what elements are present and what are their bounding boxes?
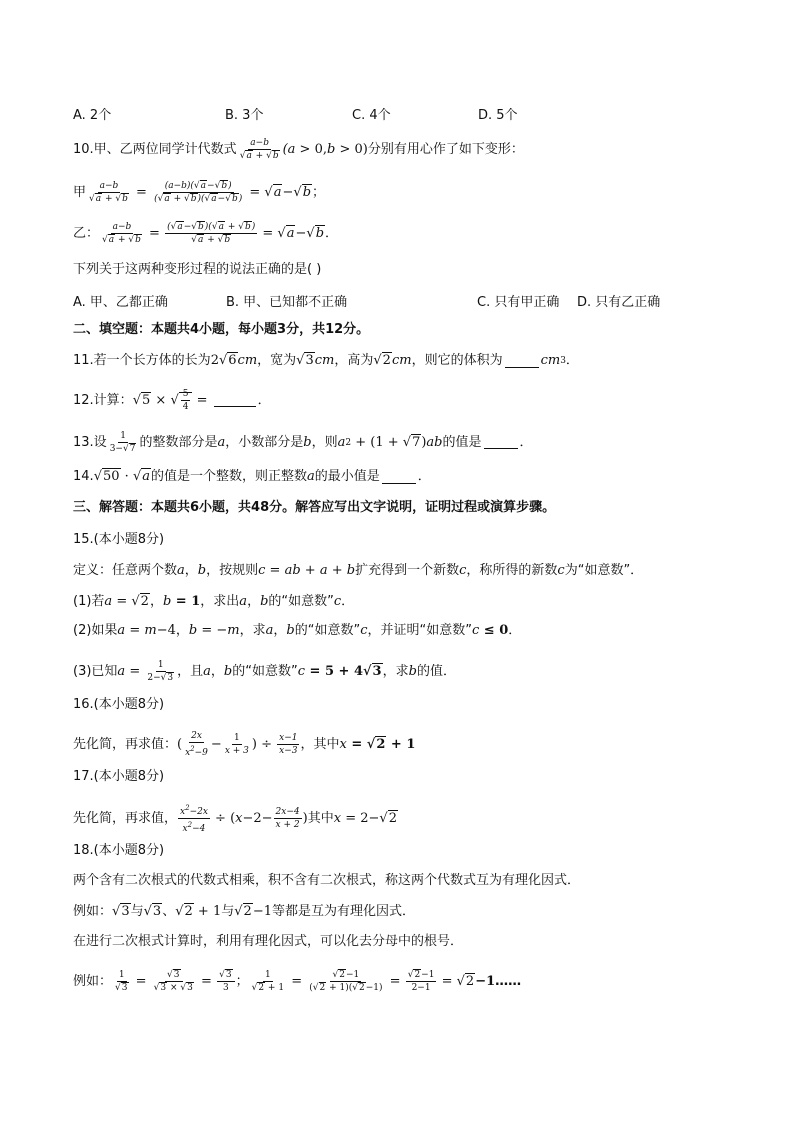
q15-part3: (3)已知 a = $\frac{1}{2-√3}$ ，且 a ， b 的“如意数” c = 5 + 4 √3 ，求 b 的值． [73, 660, 456, 683]
q10-yi: 乙： $\frac{a-b}{√a + √b}$ = $\frac{(√a-√b)(√a + √b)}{√a + √b}$ = √a − √b ． [73, 222, 339, 245]
q13: 13.设 $\frac{1}{3-√7}$ 的整数部分是 a ，小数部分是 b ，则 a 2 + (1 + √7 ) ab 的值是 ． [73, 431, 533, 454]
q15-part1: (1)若 a = √2 ， b = 1 ，求出 a ， b 的“如意数” c ． [73, 594, 355, 609]
q13-answer-blank [484, 436, 518, 449]
section3-heading: 三、解答题：本题共6小题，共48分。解答应写出文字说明，证明过程或演算步骤。 [73, 500, 556, 515]
q12: 12.计算： √5 × √ $\frac{5}{4}$ = ． [73, 389, 271, 412]
q10-question: 下列关于这两种变形过程的说法正确的是( ) [73, 262, 322, 277]
q10-jia: 甲 $\frac{a-b}{√a + √b}$ = $\frac{(a-b)(√a-√b)}{(√a + √b)(√a-√b)}$ = √a − √b ； [73, 181, 326, 204]
q9-option-d: D. 5个 [478, 108, 518, 123]
section2-heading: 二、填空题：本题共4小题，每小题3分，共12分。 [73, 322, 370, 337]
q10-option-a: A. 甲、乙都正确 [73, 295, 168, 310]
q12-answer-blank [214, 394, 256, 407]
q18-line3: 在进行二次根式计算时，利用有理化因式，可以化去分母中的根号． [73, 934, 464, 949]
q15-part2: (2)如果 a = m −4 ， b = − m ，求 a ， b 的“如意数” c ，并证明“如意数” c ≤ 0 ． [73, 623, 522, 638]
q11-answer-blank [505, 355, 539, 368]
q14-answer-blank [382, 471, 416, 484]
q9-option-b: B. 3个 [225, 108, 264, 123]
q18-line4: 例如： $\frac{1}{√3}$ = $\frac{√3}{√3 \times √3}$ = $\frac{√3}{3}$ ； $\frac{1}{√2 + 1}$ = $\frac{√2-1}{(√2 + 1)(√2-1)}$ = $\frac{√2-1}{2-1}$ = √2 −1 …… [73, 970, 522, 993]
q18-line1: 两个含有二次根式的代数式相乘，积不含有二次根式，称这两个代数式互为有理化因式． [73, 873, 581, 888]
q18-line2: 例如： √3 与 √3 、 √2 + 1 与 √2 −1 等都是互为有理化因式． [73, 904, 415, 919]
q16-header: 16.(本小题8分) [73, 697, 165, 712]
q16-body: 先化简，再求值： ( $\frac{2x}{x^2-9}$ − $\frac{1}{x + 3}$ ) ÷ $\frac{x-1}{x-3}$ ，其中 x = √2 + 1 [73, 731, 416, 758]
q17-header: 17.(本小题8分) [73, 769, 165, 784]
q15-definition: 定义：任意两个数 a ， b ，按规则 c = ab + a + b 扩充得到一个新数 c ，称所得的新数 c 为“如意数”． [73, 563, 644, 578]
q9-option-a: A. 2个 [73, 108, 112, 123]
q18-header: 18.(本小题8分) [73, 843, 165, 858]
q11: 11.若一个长方体的长为 2 √6 cm ，宽为 √3 cm ，高为 √2 cm ，则它的体积为 cm 3 ． [73, 353, 579, 368]
q10-stem: 10.甲、乙两位同学计代数式 $\frac{a-b}{√a + √b}$ (a > 0, b > 0) 分别有用心作了如下变形： [73, 138, 524, 161]
q17-body: 先化简，再求值， $\frac{x^2-2x}{x^2-4}$ ÷ ( x −2− $\frac{2x-4}{x + 2}$ ) 其中 x = 2− √2 [73, 804, 397, 834]
q10-option-d: D. 只有乙正确 [577, 295, 661, 310]
q10-option-b: B. 甲、已知都不正确 [226, 295, 348, 310]
q15-header: 15.(本小题8分) [73, 532, 165, 547]
q9-option-c: C. 4个 [352, 108, 391, 123]
q14: 14. √50 · √a 的值是一个整数，则正整数 a 的最小值是 ． [73, 469, 431, 484]
q10-option-c: C. 只有甲正确 [477, 295, 560, 310]
